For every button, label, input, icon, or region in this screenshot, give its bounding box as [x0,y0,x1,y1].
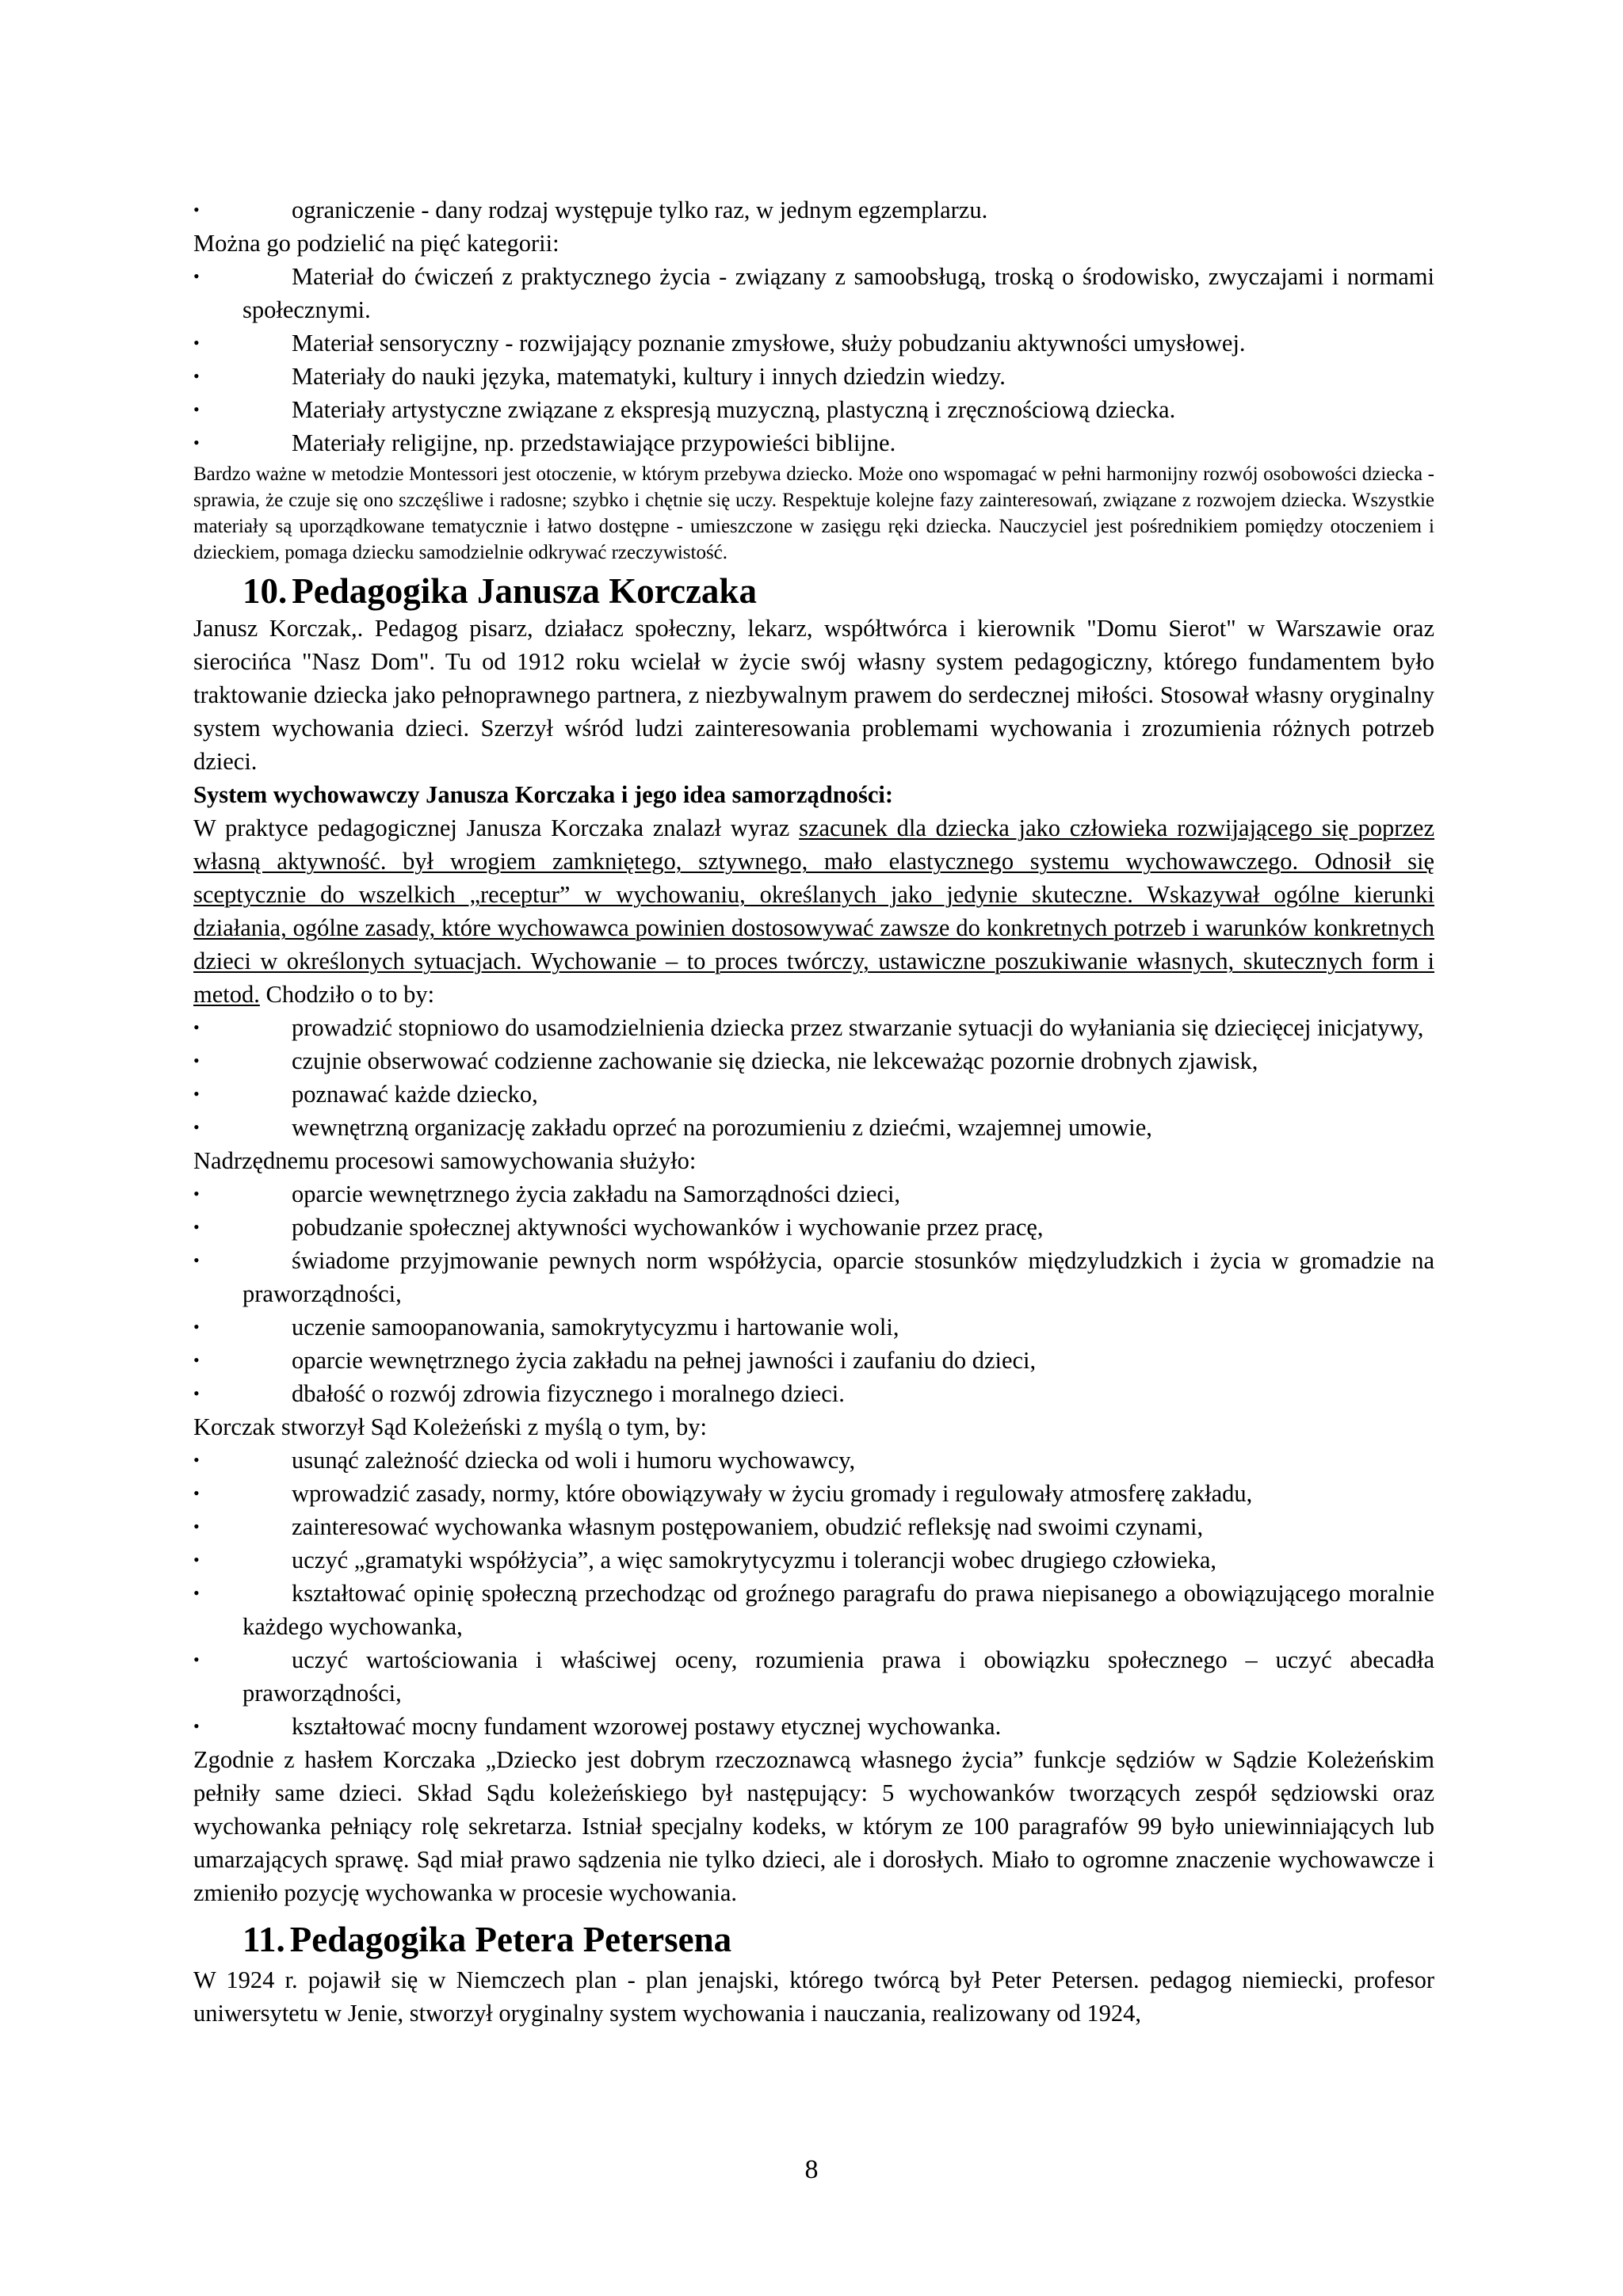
list-item [193,426,1434,460]
list-item [193,1543,1434,1577]
bullet-icon: • [193,1550,200,1569]
list-item-text: usunąć zależność dziecka od woli i humoru wychowawcy, [292,1447,856,1474]
list-item [193,1477,1434,1510]
section-11-heading [193,1919,1434,1960]
bullet-icon: • [193,1184,200,1203]
korczak-practice-paragraph [193,811,1434,1011]
list-item-text: pobudzanie społecznej aktywności wychowanków i wychowanie przez pracę, [292,1214,1044,1241]
selfeducation-intro: Nadrzędnemu procesowi samowychowania służyło: [193,1147,697,1174]
list-item [193,360,1434,393]
list-item-text: Materiał do ćwiczeń z praktycznego życia - związany z samoobsługą, troską o środowisko, zwyczajami i normami społecznymi. [242,263,1434,323]
list-item [193,1177,1434,1211]
page-number: 8 [804,2155,819,2184]
bullet-icon: • [193,1716,200,1736]
page-content [193,193,1434,2030]
list-item-text: uczyć wartościowania i właściwej oceny, rozumienia prawa i obowiązku społecznego – uczyć abecadła praworządności, [242,1646,1434,1707]
bullet-icon: • [193,1383,200,1403]
goals-list [193,1011,1434,1144]
bullet-icon: • [193,1217,200,1237]
list-item [193,1011,1434,1044]
bullet-icon: • [193,1583,200,1603]
selfeducation-list [193,1177,1434,1410]
bullet-icon: • [193,366,200,386]
list-item-text: prowadzić stopniowo do usamodzielnienia dziecka przez stwarzanie sytuacji do wyłaniania się dziecięcej inicjatywy, [292,1014,1424,1041]
list-item-text: zainteresować wychowanka własnym postępowaniem, obudzić refleksję nad swoimi czynami, [292,1513,1204,1540]
bullet-icon: • [193,399,200,419]
categories-intro: Można go podzielić na pięć kategorii: [193,230,559,257]
bullet-icon: • [193,1350,200,1370]
bullet-icon: • [193,266,200,286]
list-item [193,1310,1434,1344]
list-item-text: uczenie samoopanowania, samokrytycyzmu i hartowanie woli, [292,1314,899,1341]
list-item [193,1710,1434,1743]
bullet-icon: • [193,1516,200,1536]
list-item-text: Materiały artystyczne związane z ekspresją muzyczną, plastyczną i zręcznościową dziecka. [292,396,1176,423]
list-item-text: uczyć „gramatyki współżycia”, a więc samokrytycyzmu i tolerancji wobec drugiego człowieka, [292,1547,1216,1573]
petersen-intro: W 1924 r. pojawił się w Niemczech plan - plan jenajski, którego twórcą był Peter Petersen. pedagog niemiecki, profesor uniwersytetu w Jenie, stworzył oryginalny system wychowania i nauczania, realizowany od 1924, [193,1966,1434,2027]
list-item-text: Materiały do nauki języka, matematyki, kultury i innych dziedzin wiedzy. [292,363,1006,390]
section-11-title: Pedagogika Petera Petersena [289,1920,732,1959]
list-item [193,1244,1434,1310]
list-item-text: wprowadzić zasady, normy, które obowiązywały w życiu gromady i regulowały atmosferę zakładu, [292,1480,1253,1507]
bullet-icon: • [193,433,200,452]
list-item [193,1077,1434,1111]
practice-underlined: szacunek dla dziecka jako człowieka rozwijającego się poprzez własną aktywność. był wrogiem zamkniętego, sztywnego, mało elastycznego systemu wychowawczego. Odnosił się sceptycznie do wszelkich „receptur” w wychowaniu, określanych jako jedynie skuteczne. Wskazywał ogólne kierunki działania, ogólne zasady, które wychowawca powinien dostosowywać zawsze do konkretnych potrzeb i warunków konkretnych dzieci w określonych sytuacjach. Wychowanie – to proces twórczy, ustawiczne poszukiwanie własnych, skutecznych form i metod. [193,814,1435,1008]
bullet-icon: • [193,1317,200,1337]
list-item [193,193,1434,227]
list-item [193,1044,1434,1077]
bullet-icon: • [193,333,200,353]
korczak-subheading: System wychowawczy Janusza Korczaka i jego idea samorządności: [193,781,893,808]
list-item [193,1510,1434,1543]
section-10-heading [193,570,1434,612]
list-item-text: Materiał sensoryczny - rozwijający poznanie zmysłowe, służy pobudzaniu aktywności umysłowej. [292,330,1246,357]
list-item [193,326,1434,360]
list-item-text: dbałość o rozwój zdrowia fizycznego i moralnego dzieci. [292,1380,845,1407]
practice-start: W praktyce pedagogicznej Janusza Korczaka znalazł wyraz [193,814,800,841]
list-item [193,393,1434,426]
list-item [193,1377,1434,1410]
list-item-text: oparcie wewnętrznego życia zakładu na Samorządności dzieci, [292,1180,901,1207]
bullet-icon: • [193,1084,200,1104]
list-item-text: świadome przyjmowanie pewnych norm współżycia, oparcie stosunków międzyludzkich i życia w gromadzie na praworządności, [242,1247,1434,1307]
bullet-icon: • [193,1117,200,1137]
list-item-text: kształtować mocny fundament wzorowej postawy etycznej wychowanka. [292,1713,1002,1740]
list-item-text: czujnie obserwować codzienne zachowanie się dziecka, nie lekceważąc pozornie drobnych zjawisk, [292,1047,1258,1074]
list-item-text: poznawać każde dziecko, [292,1081,538,1108]
list-item [193,1111,1434,1144]
bullet-icon: • [193,1051,200,1070]
list-item [193,1444,1434,1477]
court-paragraph: Zgodnie z hasłem Korczaka „Dziecko jest dobrym rzeczoznawcą własnego życia” funkcje sędziów w Sądzie Koleżeńskim pełniły same dzieci. Skład Sądu koleżeńskiego był następujący: 5 wychowanków tworzących zespół sędziowski oraz wychowanka pełniący rolę sekretarza. Istniał specjalny kodeks, w którym ze 100 paragrafów 99 było uniewinniających lub umarzających sprawę. Sąd miał prawo sądzenia nie tylko dzieci, ale i dorosłych. Miało to ogromne znaczenie wychowawcze i zmieniło pozycję wychowanka w procesie wychowania. [193,1746,1434,1906]
top-list [193,193,1434,227]
section-10-title: Pedagogika Janusza Korczaka [292,571,757,611]
list-item-text: wewnętrzną organizację zakładu oprzeć na porozumieniu z dziećmi, wzajemnej umowie, [292,1114,1152,1141]
list-item-text: Materiały religijne, np. przedstawiające przypowieści biblijne. [292,429,896,456]
bullet-icon: • [193,1450,200,1470]
court-intro: Korczak stworzył Sąd Koleżeński z myślą o tym, by: [193,1413,707,1440]
korczak-intro: Janusz Korczak,. Pedagog pisarz, działacz społeczny, lekarz, współtwórca i kierownik "Domu Sierot" w Warszawie oraz sierocińca "Nasz Dom". Tu od 1912 roku wcielał w życie swój własny system pedagogiczny, którego fundamentem było traktowanie dziecka jako pełnoprawnego partnera, z niezbywalnym prawem do serdecznej miłości. Stosował własny oryginalny system wychowania dzieci. Szerzył wśród ludzi zainteresowania problemami wychowania i zrozumienia różnych potrzeb dzieci. [193,615,1434,775]
list-item [193,1344,1434,1377]
list-item [193,1577,1434,1643]
list-item [193,260,1434,326]
practice-end: Chodziło o to by: [259,981,435,1008]
bullet-icon: • [193,1017,200,1037]
bullet-icon: • [193,1250,200,1270]
categories-list [193,260,1434,460]
bullet-icon: • [193,1650,200,1669]
section-11-number: 11. [242,1920,285,1959]
list-item-text: oparcie wewnętrznego życia zakładu na pełnej jawności i zaufaniu do dzieci, [292,1347,1037,1374]
list-item [193,1643,1434,1710]
bullet-icon: • [193,200,200,219]
environment-paragraph: Bardzo ważne w metodzie Montessori jest otoczenie, w którym przebywa dziecko. Może ono wspomagać w pełni harmonijny rozwój osobowości dziecka - sprawia, że czuje się ono szczęśliwe i radosne; szybko i chętnie się uczy. Respektuje kolejne fazy zainteresowań, związane z rozwojem dziecka. Wszystkie materiały są uporządkowane tematycznie i łatwo dostępne - umieszczone w zasięgu ręki dziecka. Nauczyciel jest pośrednikiem pomiędzy otoczeniem i dzieckiem, pomaga dziecku samodzielnie odkrywać rzeczywistość. [193,463,1434,563]
bullet-icon: • [193,1483,200,1503]
court-list [193,1444,1434,1743]
section-10-number: 10. [242,571,288,611]
list-item-text: ograniczenie - dany rodzaj występuje tylko raz, w jednym egzemplarzu. [292,196,988,223]
list-item-text: kształtować opinię społeczną przechodząc od groźnego paragrafu do prawa niepisanego a obowiązującego moralnie każdego wychowanka, [242,1580,1434,1640]
list-item [193,1211,1434,1244]
